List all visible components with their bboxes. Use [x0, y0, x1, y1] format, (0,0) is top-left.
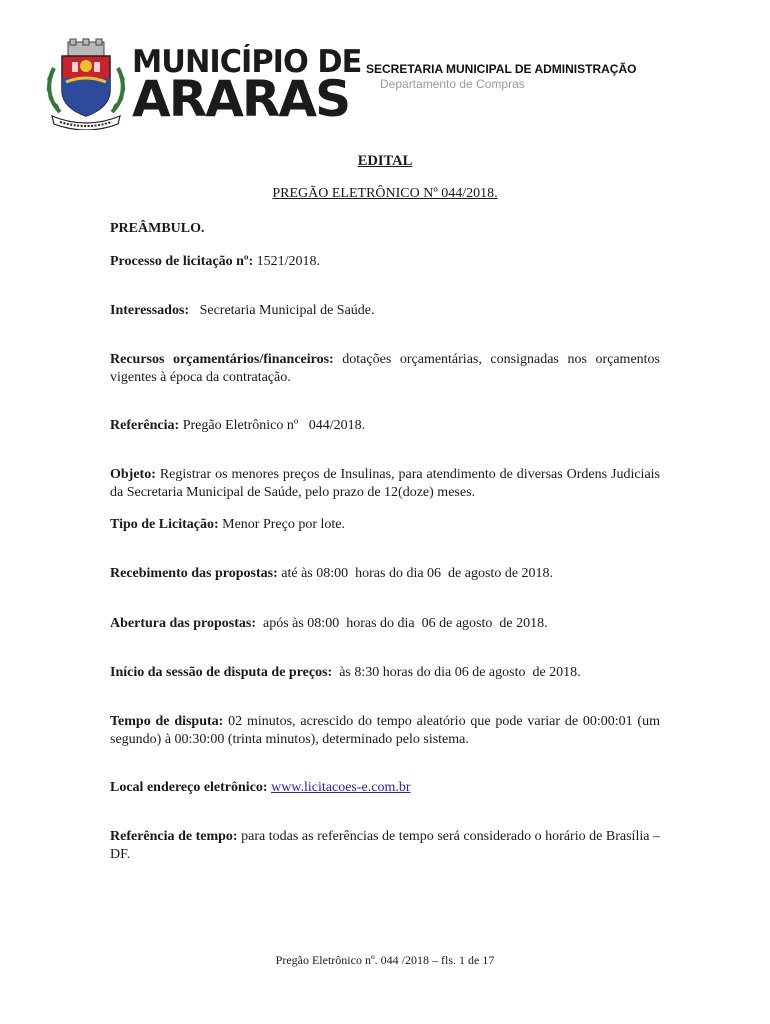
field-label: Processo de licitação nº: — [110, 254, 254, 269]
field-label: Tempo de disputa: — [110, 714, 224, 729]
field-value: Menor Preço por lote. — [218, 517, 345, 532]
secretaria-title: SECRETARIA MUNICIPAL DE ADMINISTRAÇÃO — [366, 62, 637, 76]
field-label: Início da sessão de disputa de preços: — [110, 665, 333, 680]
field-value: após às 08:00 horas do dia 06 de agosto de 2018. — [255, 616, 548, 631]
licitacoes-link[interactable]: www.licitacoes-e.com.br — [271, 780, 411, 795]
field-value: 1521/2018. — [253, 254, 321, 269]
field-value: Secretaria Municipal de Saúde. — [189, 303, 375, 318]
field-inicio-sessao — [110, 664, 660, 682]
document-title: EDITAL — [357, 153, 413, 169]
page-footer: Pregão Eletrônico nº. 044 /2018 – fls. 1 de 17 — [275, 953, 495, 967]
logo-line-1: MUNICÍPIO DE — [132, 44, 362, 80]
municipal-crest-icon — [40, 38, 132, 130]
field-label: Interessados: — [110, 303, 190, 318]
departamento-subtitle: Departamento de Compras — [380, 77, 525, 91]
field-label: Objeto: — [110, 467, 156, 482]
field-label: Referência de tempo: — [110, 829, 238, 844]
field-recebimento — [110, 565, 660, 583]
field-label: Referência: — [110, 418, 180, 433]
field-tipo-licitacao — [110, 516, 660, 534]
preambulo-label: PREÂMBULO. — [110, 221, 205, 236]
field-value: Registrar os menores preços de Insulinas, para atendimento de diversas Ordens Judiciais da Secretaria Municipal de Saúde, pelo prazo de 12(doze) meses. — [110, 467, 660, 500]
field-processo — [110, 253, 660, 271]
field-label: Recursos orçamentários/financeiros: — [110, 352, 334, 367]
field-value: para todas as referências de tempo será considerado o horário de Brasília – DF. — [110, 829, 660, 862]
preambulo-heading — [110, 220, 660, 238]
field-value: 02 minutos, acrescido do tempo aleatório que pode variar de 00:00:01 (um segundo) à 00:30:00 (trinta minutos), determinado pelo sistema. — [110, 714, 660, 747]
field-value: até às 08:00 horas do dia 06 de agosto de 2018. — [277, 566, 554, 581]
field-interessados — [110, 302, 660, 320]
field-local-eletronico — [110, 779, 660, 797]
field-value: dotações orçamentárias, consignadas nos orçamentos vigentes à época da contratação. — [110, 352, 660, 385]
field-label: Recebimento das propostas: — [110, 566, 278, 581]
field-value: às 8:30 horas do dia 06 de agosto de 2018. — [332, 665, 581, 680]
field-tempo-disputa — [110, 713, 660, 749]
field-label: Local endereço eletrônico: — [110, 780, 268, 795]
field-referencia-tempo — [110, 828, 660, 864]
field-recursos — [110, 351, 660, 387]
field-label: Abertura das propostas: — [110, 616, 256, 631]
field-referencia — [110, 417, 660, 435]
field-objeto — [110, 466, 660, 502]
field-value: Pregão Eletrônico nº 044/2018. — [179, 418, 366, 433]
logo-line-2: ARARAS — [132, 70, 350, 128]
field-label: Tipo de Licitação: — [110, 517, 219, 532]
field-abertura — [110, 615, 660, 633]
document-subtitle: PREGÃO ELETRÔNICO Nº 044/2018. — [272, 186, 498, 201]
page-header — [0, 0, 770, 135]
